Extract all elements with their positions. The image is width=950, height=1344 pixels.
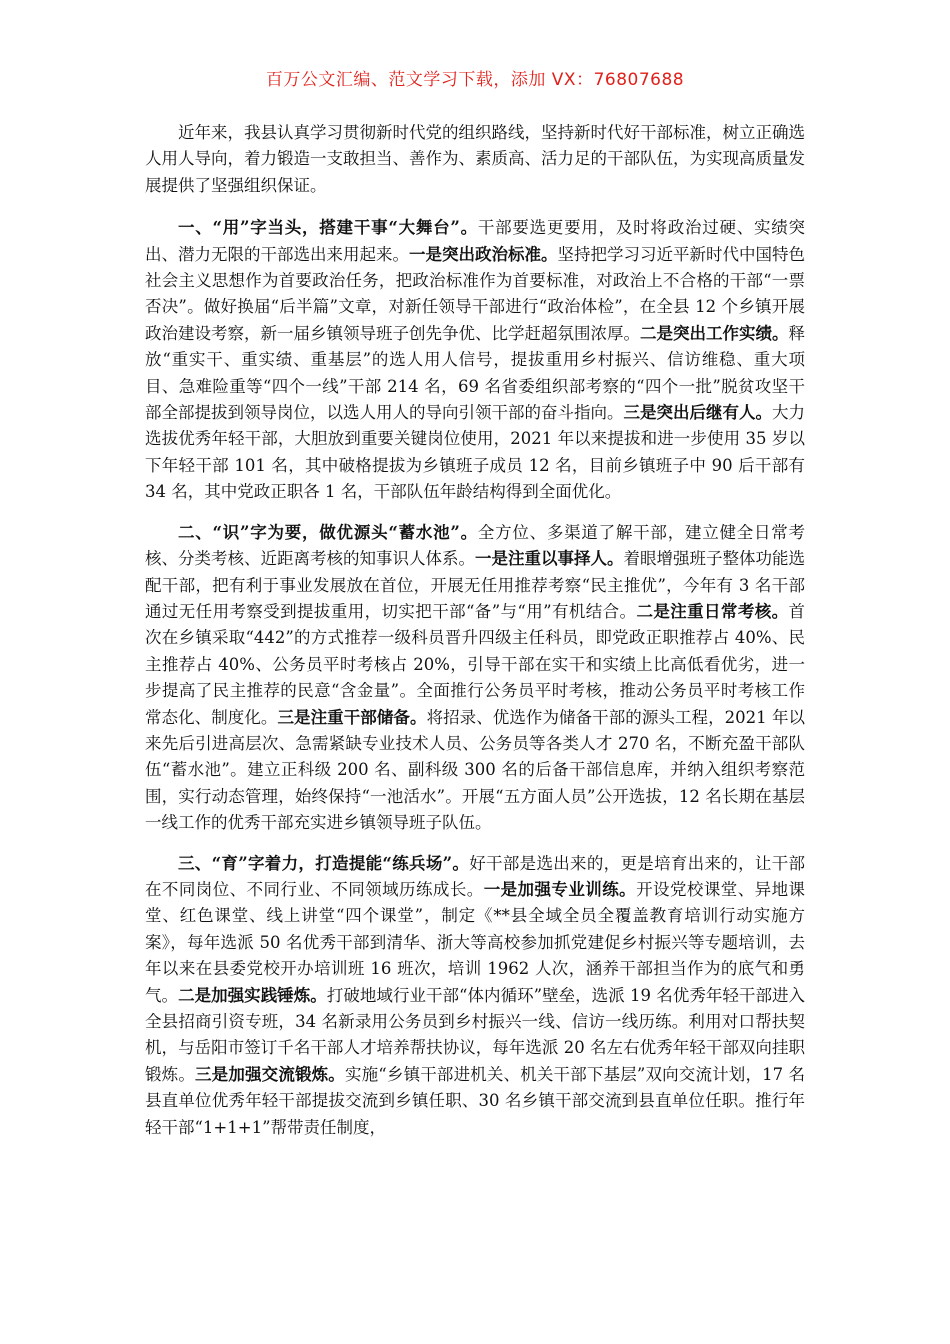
section-2-paragraph	[145, 520, 805, 837]
section-1-point-3: 三是突出后继有人。	[623, 403, 772, 423]
section-2-point-2-text: 首次在乡镇采取“442”的方式推荐一级科员晋升四级主任科员，即党政正职推荐占 40%、民主推荐占 40%、公务员平时考核占 20%，引导干部在实干和实绩上比高低看优劣，进一步提高了民主推荐的民意“含金量”。全面推行公务员平时考核，推动公务员平时考核工作常态化、制度化。	[145, 601, 805, 727]
section-3-paragraph	[145, 851, 805, 1141]
article-body	[145, 120, 805, 1155]
section-2-heading: 二、“识”字为要，做优源头“蓄水池”。	[178, 522, 478, 542]
section-2-point-2: 二是注重日常考核。	[636, 601, 789, 621]
section-3-point-2: 二是加强实践锤炼。	[178, 985, 327, 1005]
section-1-heading: 一、“用”字当头，搭建干事“大舞台”。	[178, 218, 478, 238]
section-2-text: 全方位、多渠道了解干部，建立健全日常考核、分类考核、近距离考核的知事识人体系。	[145, 522, 805, 569]
section-1-point-1-text: 坚持把学习习近平新时代中国特色社会主义思想作为首要政治任务，把政治标准作为首要标准，对政治上不合格的干部“一票否决”。做好换届“后半篇”文章，对新任领导干部进行“政治体检”，在全县 12 个乡镇开展政治建设考察，新一届乡镇领导班子创先争优、比学赶超氛围浓厚。	[145, 244, 805, 343]
section-3-point-3-text: 实施“乡镇干部进机关、机关干部下基层”双向交流计划，17 名县直单位优秀年轻干部提拔交流到乡镇任职、30 名乡镇干部交流到县直单位任职。推行年轻干部“1+1+1”帮带责任制度，	[145, 1064, 806, 1137]
section-1-paragraph	[145, 215, 805, 505]
section-2-point-1-text: 着眼增强班子整体功能选配干部，把有利于事业发展放在首位，开展无任用推荐考察“民主推优”，今年有 3 名干部通过无任用考察受到提拔重用，切实把干部“备”与“用”有机结合。	[145, 549, 805, 621]
section-1-point-2: 二是突出工作实绩。	[640, 323, 789, 343]
section-1-text: 干部要选更要用，及时将政治过硬、实绩突出、潜力无限的干部选出来用起来。	[145, 218, 805, 264]
intro-paragraph: 近年来，我县认真学习贯彻新时代党的组织路线，坚持新时代好干部标准，树立正确选人用人导向，着力锻造一支敢担当、善作为、素质高、活力足的干部队伍，为实现高质量发展提供了坚强组织保证。	[145, 123, 805, 195]
section-3-point-3: 三是加强交流锻炼。	[195, 1064, 345, 1084]
section-1-point-3-text: 大力选拔优秀年轻干部，大胆放到重要关键岗位使用，2021 年以来提拔和进一步使用 35 岁以下年轻干部 101 名，其中破格提拔为乡镇班子成员 12 名，目前乡镇班子中 90 后干部有 34 名，其中党政正职各 1 名，干部队伍年龄结构得到全面优化。	[145, 403, 805, 502]
section-3-point-1: 一是加强专业训练。	[483, 879, 637, 899]
section-2-point-3: 三是注重干部储备。	[277, 707, 427, 727]
section-2-point-3-text: 将招录、优选作为储备干部的源头工程，2021 年以来先后引进高层次、急需紧缺专业技术人员、公务员等各类人才 270 名，不断充盈干部队伍“蓄水池”。建立正科级 200 名、副科级 300 名的后备干部信息库，并纳入组织考察范围，实行动态管理，始终保持“一池活水”。开展“五方面人员”公开选拔，12 名长期在基层一线工作的优秀干部充实进乡镇领导班子队伍。	[145, 707, 806, 833]
watermark-header: 百万公文汇编、范文学习下载，添加 VX：76807688	[265, 70, 685, 90]
section-1-point-2-text: 释放“重实干、重实绩、重基层”的选人用人信号，提拔重用乡村振兴、信访维稳、重大项目、急难险重等“四个一线”干部 214 名，69 名省委组织部考察的“四个一批”脱贫攻坚干部全部提拔到领导岗位，以选人用人的导向引领干部的奋斗指向。	[145, 323, 805, 423]
section-3-point-2-text: 打破地域行业干部“体内循环”壁垒，选派 19 名优秀年轻干部进入全县招商引资专班，34 名新录用公务员到乡村振兴一线、信访一线历练。利用对口帮扶契机，与岳阳市签订千名干部人才培养帮扶协议，每年选派 20 名左右优秀年轻干部双向挂职锻炼。	[145, 985, 806, 1084]
section-3-heading: 三、“育”字着力，打造提能“练兵场”。	[178, 853, 470, 873]
section-2-point-1: 一是注重以事择人。	[475, 549, 624, 569]
section-3-point-1-text: 开设党校课堂、异地课堂、红色课堂、线上讲堂“四个课堂”，制定《**县全域全员全覆盖教育培训行动实施方案》，每年选派 50 名优秀干部到清华、浙大等高校参加抓党建促乡村振兴等专题培训，去年以来在县委党校开办培训班 16 班次，培训 1962 人次，涵养干部担当作为的底气和勇气。	[145, 879, 806, 1005]
section-3-text: 好干部是选出来的，更是培育出来的，让干部在不同岗位、不同行业、不同领域历练成长。	[145, 853, 806, 899]
section-1-point-1: 一是突出政治标准。	[409, 244, 558, 264]
